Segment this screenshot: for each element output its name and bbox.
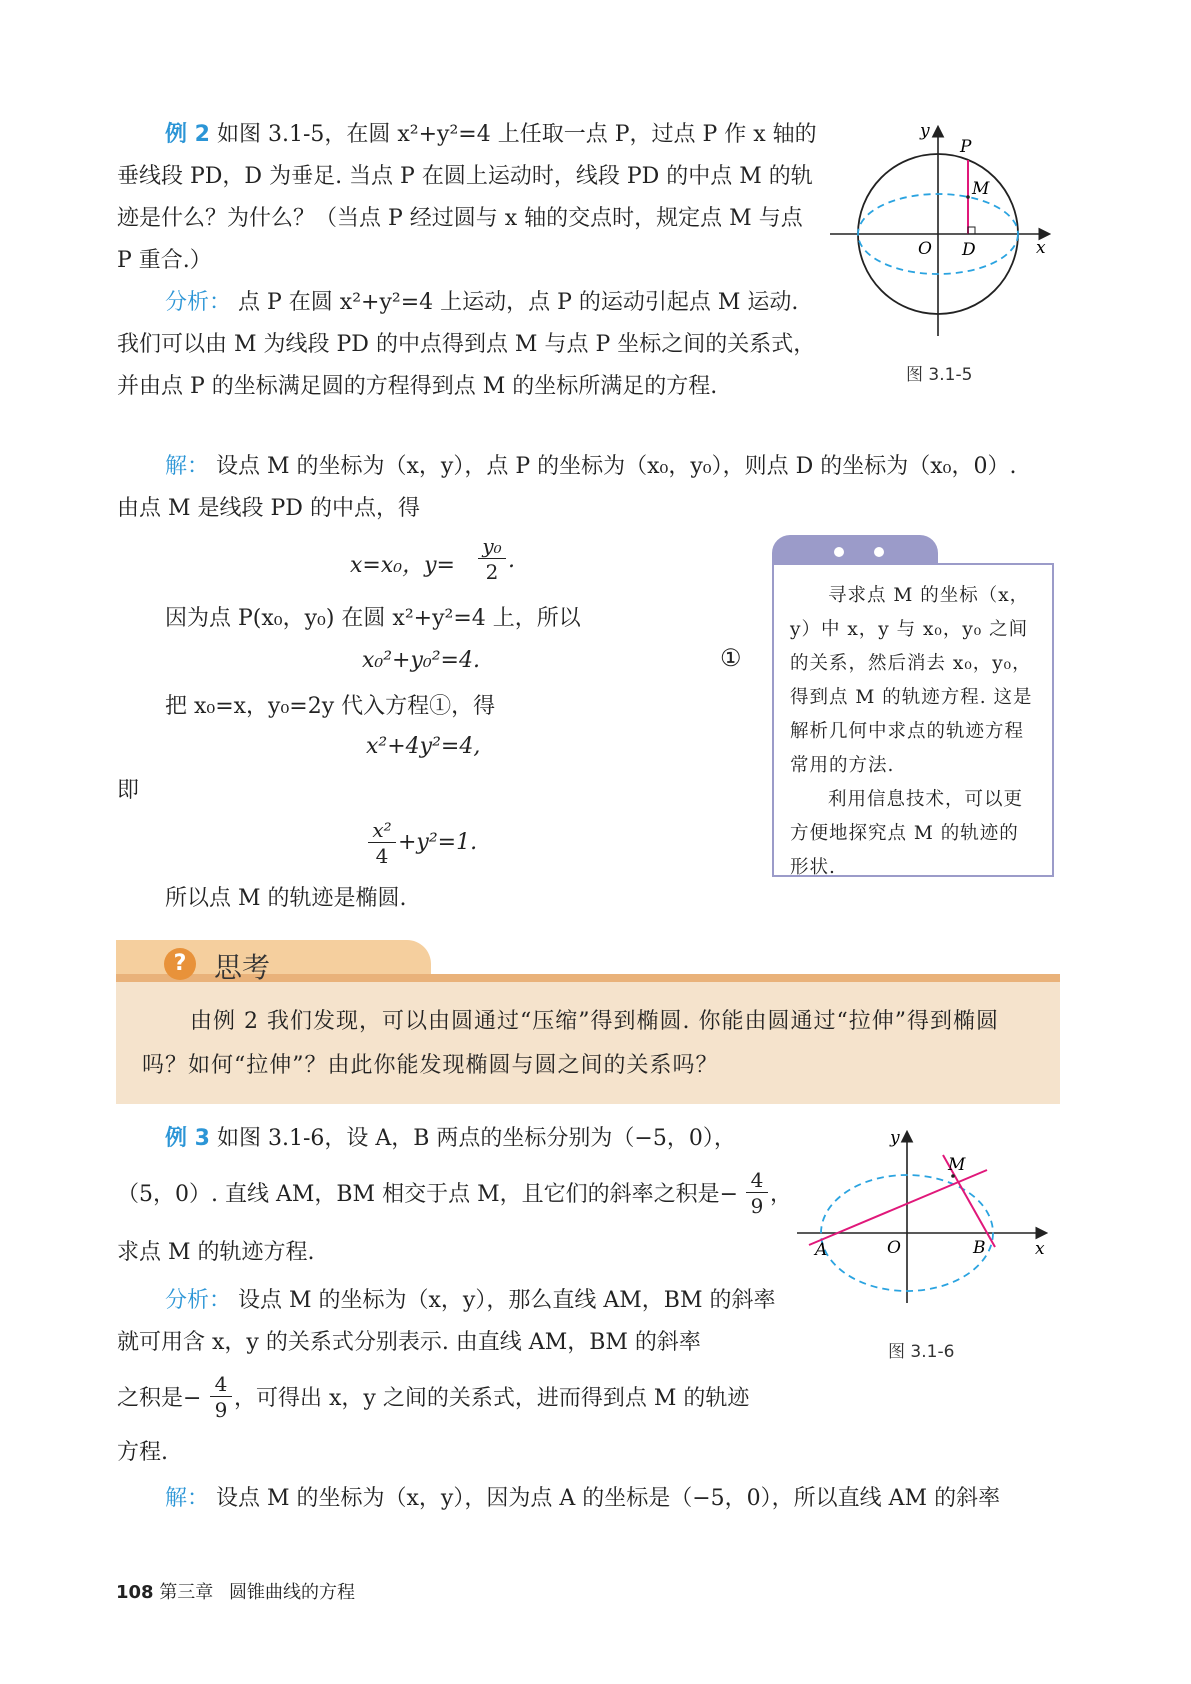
figure-3-1-6-caption: 图 3.1-6 bbox=[888, 1342, 955, 1362]
label-b: B bbox=[973, 1238, 986, 1258]
fraction-numerator: x² bbox=[372, 818, 392, 842]
think-text: 由例 2 我们发现，可以由圆通过“压缩”得到椭圆. 你能由圆通过“拉伸”得到椭圆吗？如何“拉伸”？由此你能发现椭圆与圆之间的关系吗？ bbox=[142, 1009, 999, 1078]
fraction-denominator: 4 bbox=[375, 844, 389, 868]
figure-3-1-5 bbox=[820, 122, 1060, 352]
fraction-denominator: 9 bbox=[214, 1398, 228, 1422]
analysis-text: 设点 M 的坐标为（x，y），那么直线 AM，BM 的斜率就可用含 x，y 的关系式分别表示. 由直线 AM，BM 的斜率 bbox=[117, 1288, 776, 1355]
example2-statement bbox=[117, 114, 817, 282]
label-o: O bbox=[918, 239, 932, 259]
example3-analysis-line3: 之积是− bbox=[117, 1386, 202, 1411]
fraction-x2-over-4 bbox=[368, 818, 396, 869]
label-x: x bbox=[1036, 238, 1046, 258]
page-number: 108 bbox=[116, 1582, 154, 1603]
tip-dot-icon bbox=[834, 547, 844, 557]
label-d: D bbox=[962, 240, 976, 260]
example2-text: 如图 3.1-5，在圆 x²+y²=4 上任取一点 P，过点 P 作 x 轴的垂线段 PD，D 为垂足. 当点 P 在圆上运动时，线段 PD 的中点 M 的轨迹是什么？为什么？（当点 P 经过圆与 x 轴的交点时，规定点 M 与点 P 重合.） bbox=[117, 122, 817, 273]
example3-line2 bbox=[117, 1174, 738, 1216]
tip-paragraph-2: 利用信息技术，可以更方便地探究点 M 的轨迹的形状. bbox=[790, 789, 1024, 878]
conclusion-line: 所以点 M 的轨迹是椭圆. bbox=[165, 886, 407, 911]
solution-label: 解： bbox=[165, 454, 210, 479]
example2-solution-line1 bbox=[165, 446, 1065, 488]
tip-text bbox=[790, 579, 1038, 885]
example3-analysis bbox=[117, 1280, 793, 1364]
fraction-4-over-9 bbox=[746, 1168, 768, 1219]
label-y: y bbox=[920, 122, 930, 141]
label-y: y bbox=[890, 1128, 900, 1148]
figure-3-1-5-caption: 图 3.1-5 bbox=[906, 365, 973, 385]
fraction-numerator: 4 bbox=[214, 1372, 228, 1396]
tip-sidebar bbox=[772, 535, 1054, 878]
tip-dot-icon bbox=[874, 547, 884, 557]
example3-solution bbox=[165, 1478, 1000, 1520]
right-angle-mark bbox=[968, 227, 975, 234]
label-a: A bbox=[815, 1240, 828, 1260]
ie-word: 即 bbox=[117, 778, 140, 803]
example2-analysis bbox=[117, 282, 817, 408]
chapter-label: 第三章 bbox=[159, 1582, 214, 1603]
label-x: x bbox=[1035, 1239, 1045, 1259]
fraction-numerator: y₀ bbox=[482, 534, 502, 558]
solution-text: 设点 M 的坐标为（x，y），点 P 的坐标为（x₀，y₀），则点 D 的坐标为（x₀，0）. bbox=[216, 454, 1017, 479]
think-title: 思考 bbox=[214, 951, 271, 984]
solution-text: 设点 M 的坐标为（x，y），因为点 A 的坐标是（−5，0），所以直线 AM 的斜率 bbox=[216, 1486, 1001, 1511]
chapter-title: 圆锥曲线的方程 bbox=[229, 1582, 356, 1603]
analysis-label: 分析： bbox=[165, 1288, 232, 1313]
example3-label: 例 3 bbox=[165, 1126, 210, 1151]
equation-marker-1: ① bbox=[720, 644, 742, 672]
example2-label: 例 2 bbox=[165, 122, 210, 147]
solution-label: 解： bbox=[165, 1486, 210, 1511]
example3-line1 bbox=[165, 1118, 736, 1160]
analysis-text: 点 P 在圆 x²+y²=4 上运动，点 P 的运动引起点 M 运动. 我们可以由 M 为线段 PD 的中点得到点 M 与点 P 坐标之间的关系式，并由点 P 的坐标满足圆的方程得到点 M 的坐标所满足的方程. bbox=[117, 290, 816, 399]
equation-midpoint-lhs: x=x₀，y= bbox=[350, 553, 455, 578]
fraction-denominator: 2 bbox=[485, 560, 499, 584]
point-m bbox=[966, 195, 970, 199]
label-p: P bbox=[960, 137, 972, 157]
equation-ellipse: +y²=1. bbox=[398, 830, 478, 855]
label-m: M bbox=[972, 179, 990, 199]
example3-analysis-line4: 方程. bbox=[117, 1440, 168, 1465]
question-icon: ? bbox=[164, 948, 196, 980]
fraction-numerator: 4 bbox=[750, 1168, 764, 1192]
equation-midpoint bbox=[350, 548, 455, 579]
equation-midpoint-end: . bbox=[508, 548, 515, 573]
example2-solution-line2: 由点 M 是线段 PD 的中点，得 bbox=[117, 496, 420, 521]
example3-line2-end: ， bbox=[770, 1182, 793, 1207]
example3-analysis-line3-rest: ，可得出 x，y 之间的关系式，进而得到点 M 的轨迹 bbox=[234, 1386, 750, 1411]
example3-line3: 求点 M 的轨迹方程. bbox=[117, 1240, 315, 1265]
label-m: M bbox=[948, 1155, 966, 1175]
analysis-label: 分析： bbox=[165, 290, 232, 315]
fraction-denominator: 9 bbox=[750, 1194, 764, 1218]
tip-paragraph-1: 寻求点 M 的坐标（x，y）中 x，y 与 x₀，y₀ 之间的关系，然后消去 x₀，y₀，得到点 M 的轨迹方程. 这是解析几何中求点的轨迹方程常用的方法. bbox=[790, 585, 1033, 776]
because-line: 因为点 P(x₀，y₀) 在圆 x²+y²=4 上，所以 bbox=[165, 606, 581, 631]
label-o: O bbox=[887, 1238, 901, 1258]
fraction-4-over-9-b bbox=[210, 1372, 232, 1423]
figure-3-1-6 bbox=[795, 1125, 1055, 1310]
example3-line1-text: 如图 3.1-6，设 A，B 两点的坐标分别为（−5，0）， bbox=[216, 1126, 736, 1151]
page-footer bbox=[116, 1578, 355, 1604]
equation-substituted: x²+4y²=4, bbox=[366, 734, 481, 759]
substitute-line: 把 x₀=x，y₀=2y 代入方程①，得 bbox=[165, 694, 496, 719]
fraction-y0-over-2 bbox=[478, 534, 506, 585]
equation-circle-p: x₀²+y₀²=4. bbox=[362, 648, 480, 673]
example3-line2-text: （5，0）. 直线 AM，BM 相交于点 M，且它们的斜率之积是− bbox=[117, 1182, 739, 1207]
